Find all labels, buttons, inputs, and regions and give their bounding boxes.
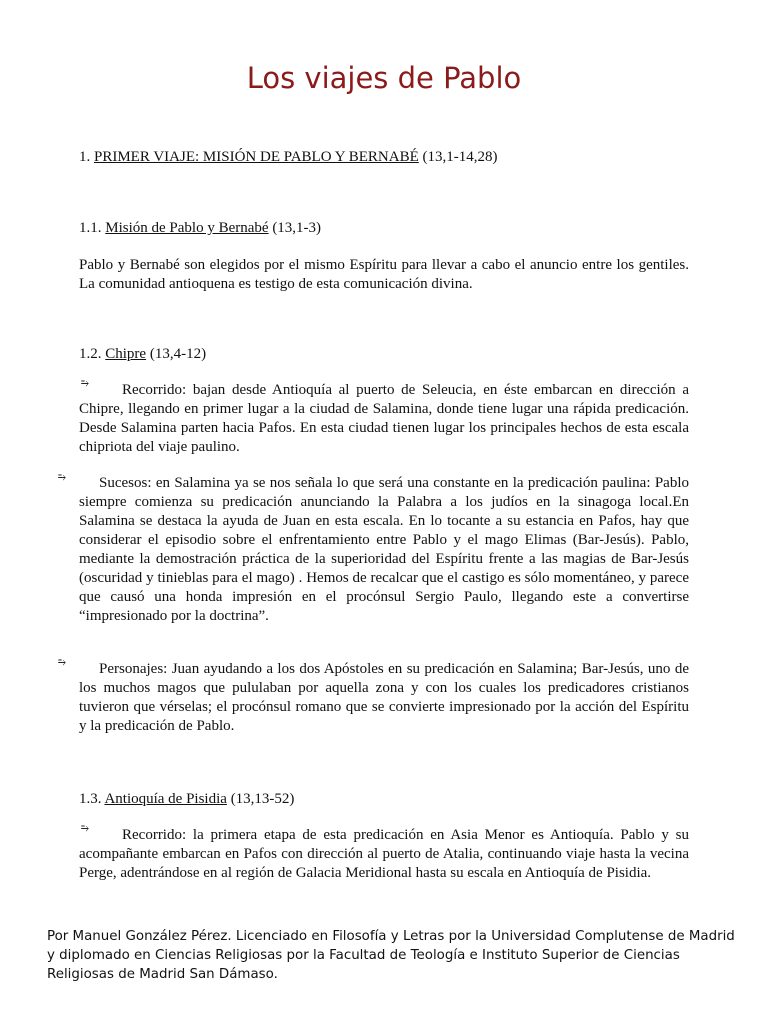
section-1-heading	[79, 148, 498, 167]
flag-icon: ⥱	[58, 657, 66, 668]
section-title: PRIMER VIAJE: MISIÓN DE PABLO Y BERNABÉ	[94, 149, 419, 165]
section-number: 1.	[79, 149, 91, 165]
section-title: Chipre	[105, 346, 147, 362]
section-reference: (13,1-3)	[272, 220, 322, 236]
author-footer: Por Manuel González Pérez. Licenciado en Filosofía y Letras por la Universidad Complutense de Madrid y diplomado en Ciencias Religiosas por la Facultad de Teología e Instituto Superior de Ciencias Religiosas de Madrid San Dámaso.	[47, 929, 735, 982]
section-number: 1.2.	[79, 346, 102, 362]
chipre-personajes-paragraph: Personajes: Juan ayudando a los dos Apóstoles en su predicación en Salamina; Bar-Jesús, uno de los muchos magos que pululaban por aquella zona y con los cuales los predicadores cristianos tuvieron que vérselas; el procónsul romano que se convierte impresionado por la acción del Espíritu y la predicación de Pablo.	[79, 661, 689, 734]
section-reference: (13,4-12)	[149, 346, 207, 362]
section-number: 1.1.	[79, 220, 102, 236]
section-1-2-heading	[79, 345, 206, 364]
section-reference: (13,1-14,28)	[422, 149, 498, 165]
section-number: 1.3.	[79, 791, 102, 807]
flag-icon: ⥱	[58, 472, 66, 483]
section-1-1-paragraph: Pablo y Bernabé son elegidos por el mismo Espíritu para llevar a cabo el anuncio entre los gentiles. La comunidad antioquena es testigo de esta comunicación divina.	[79, 257, 689, 292]
section-reference: (13,13-52)	[230, 791, 295, 807]
flag-icon: ⥱	[81, 823, 89, 834]
section-1-3-heading	[79, 790, 294, 809]
pisidia-recorrido-paragraph: Recorrido: la primera etapa de esta predicación en Asia Menor es Antioquía. Pablo y su acompañante embarcan en Pafos con dirección al puerto de Atalia, continuando viaje hasta la vecina Perge, adentrándose en al región de Galacia Meridional hasta su escala en Antioquía de Pisidia.	[79, 827, 689, 881]
page-title: Los viajes de Pablo	[246, 61, 522, 95]
chipre-sucesos-paragraph: Sucesos: en Salamina ya se nos señala lo que será una constante en la predicación paulina: Pablo siempre comienza su predicación anunciando la Palabra a los judíos en la sinagoga local.En Salamina se destaca la ayuda de Juan en esta escala. En lo tocante a su estancia en Pafos, hay que considerar el episodio sobre el enfrentamiento entre Pablo y el mago Elimas (Bar-Jesús). Pablo, mediante la demostración práctica de la superioridad del Espíritu frente a las magias de Bar-Jesús (oscuridad y tinieblas para el mago) . Hemos de recalcar que el castigo es sólo momentáneo, y parece que causó una honda impresión en el procónsul Sergio Paulo, llegando este a convertirse “impresionado por la doctrina”.	[79, 475, 689, 624]
section-1-1-heading	[79, 219, 321, 238]
chipre-recorrido-paragraph: Recorrido: bajan desde Antioquía al puerto de Seleucia, en éste embarcan en dirección a Chipre, llegando en primer lugar a la ciudad de Salamina, donde tiene lugar una rápida predicación. Desde Salamina parten hacia Pafos. En esta ciudad tienen lugar los principales hechos de esta escala chipriota del viaje paulino.	[79, 382, 689, 455]
section-title: Misión de Pablo y Bernabé	[105, 220, 269, 236]
flag-icon: ⥱	[81, 378, 89, 389]
section-title: Antioquía de Pisidia	[104, 791, 227, 807]
